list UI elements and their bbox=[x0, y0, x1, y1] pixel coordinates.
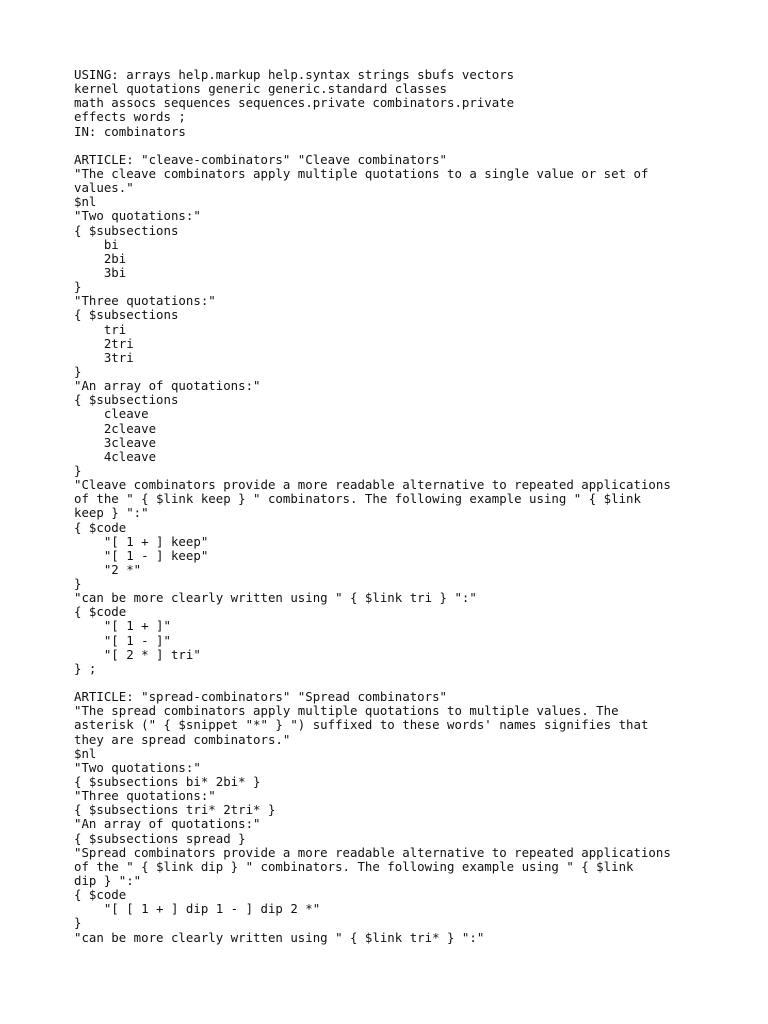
code-line: "An array of quotations:" bbox=[74, 378, 261, 394]
code-line: keep } ":" bbox=[74, 505, 149, 521]
code-line: "[ 2 * ] tri" bbox=[74, 646, 201, 662]
code-line: ARTICLE: "cleave-combinators" "Cleave combinators" bbox=[74, 151, 447, 167]
code-line: values." bbox=[74, 180, 134, 196]
code-line: } bbox=[74, 915, 82, 931]
code-line: "Three quotations:" bbox=[74, 788, 216, 804]
code-line: "[ [ 1 + ] dip 1 - ] dip 2 *" bbox=[74, 901, 321, 917]
code-line: USING: arrays help.markup help.syntax strings sbufs vectors bbox=[74, 67, 515, 82]
code-line: 4cleave bbox=[74, 448, 157, 464]
code-line: 3cleave bbox=[74, 434, 157, 450]
code-line: { $subsections bi* 2bi* } bbox=[74, 774, 261, 790]
code-line: { $subsections tri* 2tri* } bbox=[74, 802, 276, 818]
code-line: ARTICLE: "spread-combinators" "Spread combinators" bbox=[74, 689, 447, 705]
blank-line bbox=[74, 139, 754, 153]
code-line: they are spread combinators." bbox=[74, 731, 291, 747]
code-line: math assocs sequences sequences.private combinators.private bbox=[74, 95, 515, 111]
code-line: 3tri bbox=[74, 349, 134, 365]
code-line: bi bbox=[74, 236, 119, 252]
code-line: } bbox=[74, 279, 82, 295]
code-line: "Cleave combinators provide a more readable alternative to repeated applications bbox=[74, 477, 671, 493]
code-line: { $code bbox=[74, 887, 127, 903]
code-line: { $subsections bbox=[74, 222, 179, 238]
code-line: "2 *" bbox=[74, 561, 142, 577]
blank-line bbox=[74, 676, 754, 690]
code-line: tri bbox=[74, 321, 127, 337]
code-line: "[ 1 - ]" bbox=[74, 632, 171, 648]
code-line: $nl bbox=[74, 194, 97, 210]
code-line: { $subsections bbox=[74, 307, 179, 323]
code-line: effects words ; bbox=[74, 109, 186, 125]
code-line: { $subsections spread } bbox=[74, 830, 246, 846]
code-line: } bbox=[74, 363, 82, 379]
code-line: { $code bbox=[74, 604, 127, 620]
code-line: { $subsections bbox=[74, 392, 179, 408]
code-line: cleave bbox=[74, 406, 149, 422]
code-line: "[ 1 + ] keep" bbox=[74, 533, 209, 549]
code-line: "Two quotations:" bbox=[74, 208, 201, 224]
code-line: dip } ":" bbox=[74, 873, 142, 889]
code-line: IN: combinators bbox=[74, 123, 186, 139]
code-line: } ; bbox=[74, 660, 97, 676]
code-line: "The cleave combinators apply multiple quotations to a single value or set of bbox=[74, 165, 649, 181]
code-line: "Two quotations:" bbox=[74, 759, 201, 775]
code-line: "An array of quotations:" bbox=[74, 816, 261, 832]
code-line: asterisk (" { $snippet "*" } ") suffixed to these words' names signifies that bbox=[74, 717, 649, 733]
code-line: "can be more clearly written using " { $link tri } ":" bbox=[74, 590, 477, 606]
code-line: "[ 1 - ] keep" bbox=[74, 547, 209, 563]
code-line: 2cleave bbox=[74, 420, 157, 436]
source-code-listing bbox=[74, 68, 754, 945]
code-line: of the " { $link keep } " combinators. The following example using " { $link bbox=[74, 491, 641, 507]
code-line: 3bi bbox=[74, 264, 127, 280]
code-line: } bbox=[74, 576, 82, 592]
code-line: of the " { $link dip } " combinators. The following example using " { $link bbox=[74, 858, 634, 874]
code-line: 2bi bbox=[74, 250, 127, 266]
code-line: $nl bbox=[74, 745, 97, 761]
code-line: "Spread combinators provide a more readable alternative to repeated applications bbox=[74, 844, 671, 860]
code-line: kernel quotations generic generic.standard classes bbox=[74, 81, 447, 97]
code-line: "The spread combinators apply multiple quotations to multiple values. The bbox=[74, 703, 619, 719]
code-line: 2tri bbox=[74, 335, 134, 351]
code-line: "Three quotations:" bbox=[74, 293, 216, 309]
code-line: "[ 1 + ]" bbox=[74, 618, 171, 634]
code-line: "can be more clearly written using " { $link tri* } ":" bbox=[74, 929, 485, 945]
code-line: { $code bbox=[74, 519, 127, 535]
code-line: } bbox=[74, 462, 82, 478]
